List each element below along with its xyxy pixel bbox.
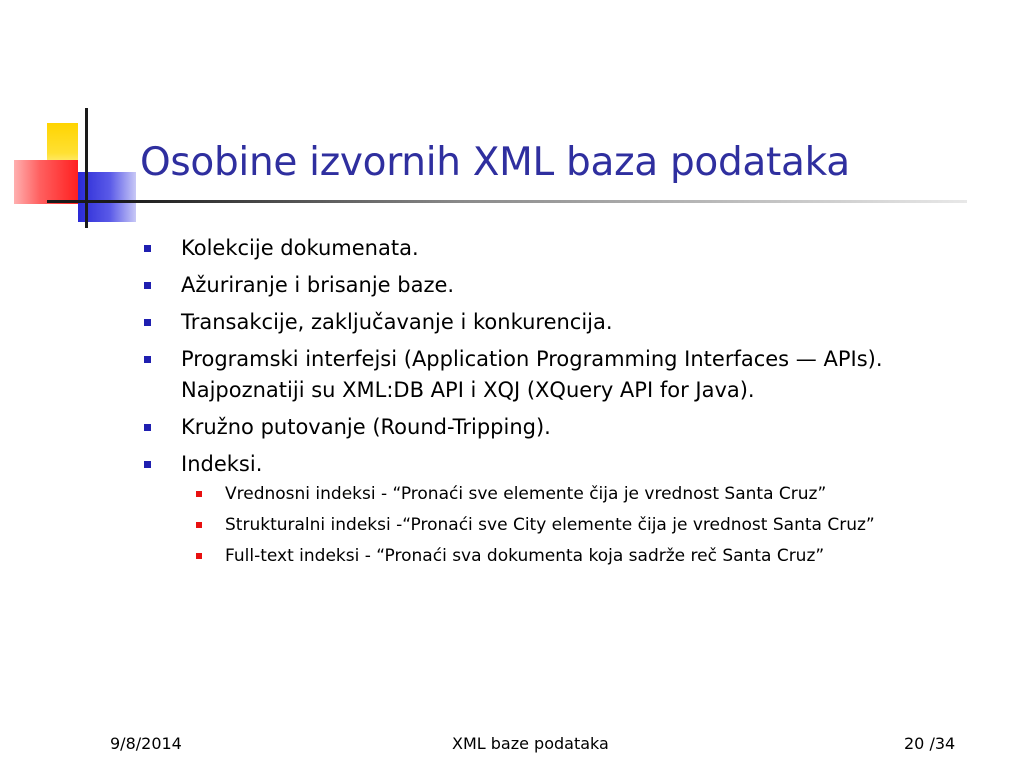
bullet-square-icon — [144, 356, 151, 363]
sub-bullet-item — [181, 513, 1002, 537]
sub-bullet-text: Strukturalni indeksi -“Pronaći sve City elemente čija je vrednost Santa Cruz” — [225, 515, 875, 535]
bullet-text: Ažuriranje i brisanje baze. — [181, 273, 455, 297]
sub-bullet-text: Vrednosni indeksi - “Pronaći sve elemente čija je vrednost Santa Cruz” — [225, 484, 827, 504]
bullet-square-icon — [144, 461, 151, 468]
sub-bullet-square-icon — [196, 522, 202, 528]
bullet-square-icon — [144, 282, 151, 289]
bullet-square-icon — [144, 424, 151, 431]
bullet-item — [142, 344, 1002, 406]
sub-bullet-square-icon — [196, 491, 202, 497]
bullet-text: Programski interfejsi (Application Programming Interfaces — APIs). Najpoznatiji su XML:DB API i XQJ (XQuery API for Java). — [181, 347, 883, 402]
bullet-item — [142, 233, 1002, 264]
bullet-text: Indeksi. — [181, 452, 263, 476]
sub-bullet-item — [181, 544, 1002, 568]
sub-bullet-text: Full-text indeksi - “Pronaći sva dokumenta koja sadrže reč Santa Cruz” — [225, 546, 825, 566]
bullet-text: Kružno putovanje (Round-Tripping). — [181, 415, 551, 439]
sub-bullet-item — [181, 482, 1002, 506]
bullet-square-icon — [144, 319, 151, 326]
footer-date: 9/8/2014 — [110, 734, 182, 753]
title-underline — [47, 200, 967, 203]
sub-bullet-list — [181, 482, 1002, 568]
bullet-text: Kolekcije dokumenata. — [181, 236, 419, 260]
bullet-item — [142, 412, 1002, 443]
logo-vertical-line — [85, 108, 88, 228]
bullet-text: Transakcije, zaključavanje i konkurencija. — [181, 310, 613, 334]
footer-title: XML baze podataka — [452, 734, 609, 753]
bullet-item — [142, 449, 1002, 568]
slide-title: Osobine izvornih XML baza podataka — [140, 140, 850, 185]
bullet-list — [142, 233, 1002, 575]
bullet-item — [142, 270, 1002, 301]
footer-page-number: 20 /34 — [904, 734, 956, 753]
logo-red-block — [14, 160, 78, 204]
bullet-square-icon — [144, 245, 151, 252]
bullet-item — [142, 307, 1002, 338]
sub-bullet-square-icon — [196, 553, 202, 559]
